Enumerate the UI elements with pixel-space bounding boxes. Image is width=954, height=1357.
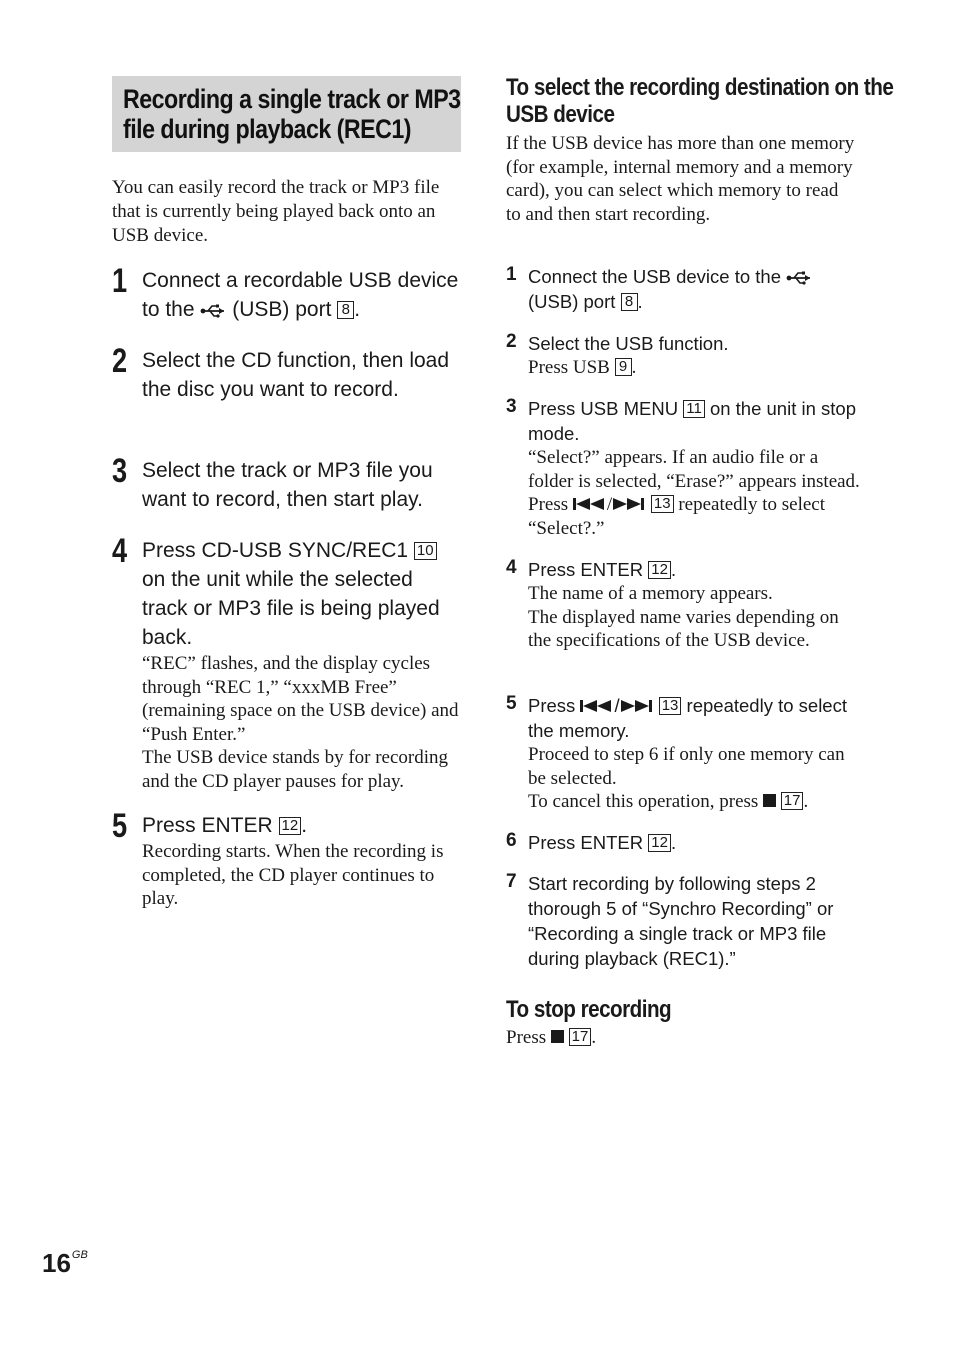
callout-number: 13 (659, 697, 682, 715)
step-number: 2 (112, 342, 128, 380)
step-number: 1 (506, 264, 517, 285)
usb-step-4: 4 Press ENTER 12 . The name of a memory appears. The displayed name varies depending on the specifications of the USB device. (506, 557, 866, 653)
step-number: 4 (112, 532, 128, 570)
stop-icon (763, 794, 776, 807)
next-track-icon (620, 699, 654, 713)
stop-instruction: Press 17 . (506, 1027, 597, 1048)
callout-number: 12 (279, 817, 302, 835)
section-title-box (112, 76, 461, 152)
usb-step-6: 6 Press ENTER 12 . (506, 830, 677, 853)
step-text: Press ENTER (142, 814, 273, 837)
previous-track-icon (580, 699, 614, 713)
usb-step-5: 5 Press / 13 repeatedly to select the memory. Proceed to step 6 if only one memory can be selected. To cancel this operation, press 17 . (506, 693, 866, 814)
destination-paragraph: If the USB device has more than one memory (for example, internal memory and a memory card), you can select which memory to read to and then start recording. (506, 133, 855, 225)
step-number: 5 (112, 807, 128, 845)
page-number: $16^{GB}$ (42, 1248, 88, 1278)
step-description: “REC” flashes, and the display cycles through “REC 1,” “xxxMB Free” (remaining space on the USB device) and “Push Enter.” (142, 653, 459, 745)
intro-paragraph: You can easily record the track or MP3 file that is currently being played back onto an USB device. (112, 177, 440, 246)
step-3 (112, 452, 462, 514)
subheading-destination: To select the recording destination on the USB device (506, 74, 894, 128)
callout-number: 9 (615, 358, 632, 376)
step-description: Recording starts. When the recording is completed, the CD player continues to play. (142, 841, 444, 909)
step-description: The displayed name varies depending on the specifications of the USB device. (528, 606, 839, 651)
step-text: Select the USB function. (528, 333, 729, 354)
step-2 (112, 342, 462, 404)
step-text: Select the track or MP3 file you want to record, then start play. (142, 459, 433, 511)
callout-number: 13 (651, 495, 674, 513)
step-description: The name of a memory appears. (528, 583, 773, 604)
next-track-icon (612, 497, 646, 511)
callout-number: 8 (337, 301, 354, 319)
callout-number: 11 (683, 400, 705, 418)
usb-step-2: 2 Select the USB function. Press USB 9 . (506, 331, 866, 380)
step-5: 5 Press ENTER 12 . Recording starts. When the recording is completed, the CD player continues to play. (112, 811, 462, 911)
step-text: Press USB MENU (528, 398, 679, 419)
step-number: 2 (506, 331, 517, 352)
step-description: The USB device stands by for recording and the CD player pauses for play. (142, 747, 449, 792)
step-4: 4 Press CD-USB SYNC/REC1 10 on the unit while the selected track or MP3 file is being played back. “REC” flashes, and the display cycles through “REC 1,” “xxxMB Free” (remaining space on the USB device) and “Push Enter.” The USB device stands by for recording and the CD player pauses for play. (112, 536, 462, 793)
step-text: Select the CD function, then load the disc you want to record. (142, 349, 450, 401)
step-number: 7 (506, 871, 517, 892)
callout-number: 17 (569, 1028, 592, 1046)
step-text: Start recording by following steps 2 thorough 5 of “Synchro Recording” or “Recording a single track or MP3 file during playback (REC1).” (528, 873, 834, 969)
step-description: “Select?” appears. If an audio file or a folder is selected, “Erase?” appears instead. Press (528, 447, 860, 515)
usb-icon (786, 271, 812, 285)
step-text: Connect the USB device to the (528, 266, 781, 287)
step-text: Connect a recordable USB device to the (142, 269, 459, 321)
stop-icon (551, 1030, 564, 1043)
step-number: 5 (506, 693, 517, 714)
usb-step-1: 1 Connect the USB device to the (USB) port 8 . (506, 264, 866, 314)
step-text-port: (USB) port (232, 298, 332, 321)
step-number: 3 (112, 452, 128, 490)
callout-number: 12 (648, 834, 671, 852)
usb-icon (200, 304, 226, 318)
step-text: Press ENTER (528, 559, 644, 580)
step-description: Proceed to step 6 if only one memory can be selected. (528, 744, 845, 789)
step-text: Press (528, 695, 576, 716)
step-number: 4 (506, 557, 517, 578)
usb-step-3: 3 Press USB MENU 11 on the unit in stop mode. “Select?” appears. If an audio file or a folder is selected, “Erase?” appears instead. Press / 13 repeatedly to select “Select?.” (506, 396, 860, 539)
usb-step-7 (506, 871, 866, 971)
step-text: Press CD-USB SYNC/REC1 (142, 539, 409, 562)
previous-track-icon (573, 497, 607, 511)
step-number: 1 (112, 262, 128, 300)
callout-number: 12 (648, 561, 671, 579)
step-1: 1 Connect a recordable USB device to the (USB) port 8 . (112, 262, 459, 321)
callout-number: 8 (621, 293, 638, 311)
step-text: Press ENTER (528, 832, 644, 853)
section-title: Recording a single track or MP3 file during playback (REC1) (123, 84, 461, 144)
subheading-stop: To stop recording (506, 996, 672, 1023)
callout-number: 10 (414, 542, 437, 560)
step-number: 3 (506, 396, 517, 417)
step-number: 6 (506, 830, 517, 851)
region-code: GB (71, 1249, 88, 1261)
callout-number: 17 (781, 792, 804, 810)
